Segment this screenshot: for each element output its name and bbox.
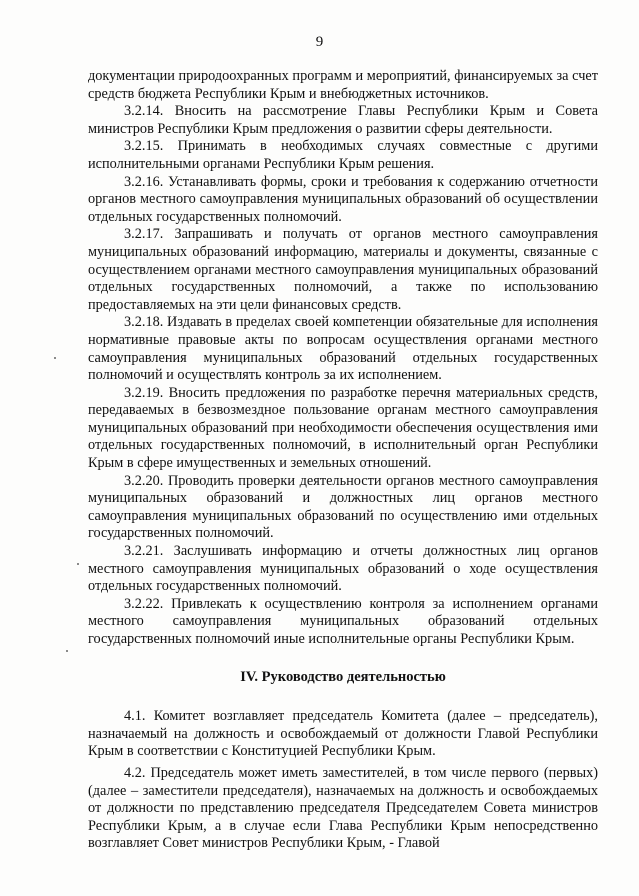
paragraph-4-1: 4.1. Комитет возглавляет председатель Комитета (далее – председатель), назначаемый на должность и освобождаемый от должности Главой Республики Крым в соответствии с Конституцией Республики Крым.	[88, 708, 598, 760]
section-heading: IV. Руководство деятельностью	[240, 668, 446, 685]
paragraph-3-2-18: 3.2.18. Издавать в пределах своей компетенции обязательные для исполнения нормативные правовые акты по вопросам осуществления органами местного самоуправления муниципальных образований отдельных государственных полномочий и осуществлять контроль за их исполнением.	[88, 314, 598, 384]
paragraph-continuation: документации природоохранных программ и мероприятий, финансируемых за счет средств бюджета Республики Крым и внебюджетных источников.	[88, 68, 598, 102]
paragraph-3-2-16: 3.2.16. Устанавливать формы, сроки и требования к содержанию отчетности органов местного самоуправления муниципальных образований об осуществлении отдельных государственных полномочий.	[88, 173, 598, 225]
paragraph-3-2-17: 3.2.17. Запрашивать и получать от органов местного самоуправления муниципальных образований информацию, материалы и документы, связанные с осуществлением органами местного самоуправления муниципальных образований отдельных государственных полномочий, а также по использованию предоставляемых на эти цели финансовых средств.	[88, 226, 598, 313]
scan-speck	[77, 563, 79, 565]
paragraph-3-2-22: 3.2.22. Привлекать к осуществлению контроля за исполнением органами местного самоуправления муниципальных образований отдельных государственных полномочий иные исполнительные органы Республики Крым.	[88, 595, 598, 647]
paragraph-4-2: 4.2. Председатель может иметь заместителей, в том числе первого (первых) (далее – заместители председателя), назначаемых на должность и освобождаемых от должности по представлению председателя Председателем Совета министров Республики Крым, а в случае если Глава Республики Крым непосредственно возглавляет Совет министров Республики Крым, - Главой	[88, 764, 598, 852]
paragraph-3-2-19: 3.2.19. Вносить предложения по разработке перечня материальных средств, передаваемых в безвозмездное пользование органам местного самоуправления муниципальных образований при необходимости обеспечения осуществления ими отдельных государственных полномочий, в исполнительный орган Республики Крым в сфере имущественных и земельных отношений.	[88, 384, 598, 472]
scan-speck	[66, 650, 68, 652]
paragraph-3-2-15: 3.2.15. Принимать в необходимых случаях совместные с другими исполнительными органами Республики Крым решения.	[88, 138, 598, 172]
document-body	[88, 68, 598, 853]
page-number: 9	[315, 34, 324, 50]
scan-speck	[54, 357, 56, 359]
paragraph-3-2-20: 3.2.20. Проводить проверки деятельности органов местного самоуправления муниципальных образований и должностных лиц органов местного самоуправления муниципальных образований по осуществлению ими отдельных государственных полномочий.	[88, 472, 598, 542]
paragraph-3-2-14: 3.2.14. Вносить на рассмотрение Главы Республики Крым и Совета министров Республики Крым предложения о развитии сферы деятельности.	[88, 103, 598, 137]
paragraph-3-2-21: 3.2.21. Заслушивать информацию и отчеты должностных лиц органов местного самоуправления муниципальных образований о ходе осуществления отдельных государственных полномочий.	[88, 543, 598, 595]
